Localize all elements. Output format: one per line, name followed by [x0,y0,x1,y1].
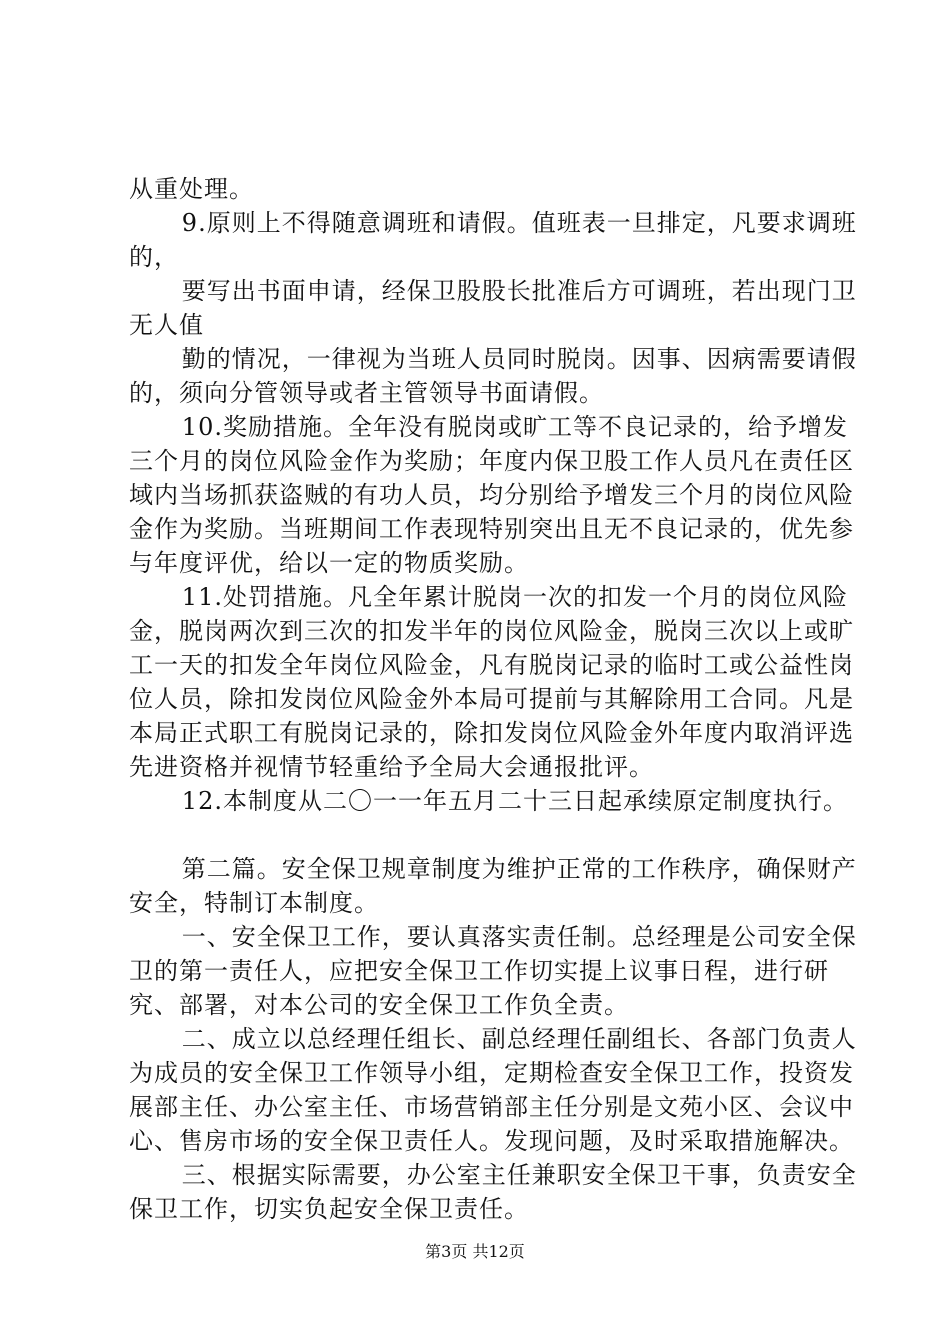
paragraph-11: 三、根据实际需要，办公室主任兼职安全保卫干事，负责安全保卫工作，切实负起安全保卫责任。 [129,1161,857,1223]
document-body [129,172,859,1226]
paragraph-8: 第二篇。安全保卫规章制度为维护正常的工作秩序，确保财产安全，特制订本制度。 [129,855,857,917]
paragraph-3: 要写出书面申请，经保卫股股长批准后方可调班，若出现门卫无人值 [129,277,857,339]
paragraph-5: 10.奖励措施。全年没有脱岗或旷工等不良记录的，给予增发三个月的岗位风险金作为奖励；年度内保卫股工作人员凡在责任区域内当场抓获盗贼的有功人员，均分别给予增发三个月的岗位风险金作为奖励。当班期间工作表现特别突出且无不良记录的，优先参与年度评优，给以一定的物质奖励。 [129,413,854,577]
page-footer [0,1241,950,1263]
paragraph-2: 9.原则上不得随意调班和请假。值班表一旦排定，凡要求调班的， [129,209,857,271]
paragraph-4: 勤的情况，一律视为当班人员同时脱岗。因事、因病需要请假的，须向分管领导或者主管领导书面请假。 [129,345,857,407]
paragraph-6: 11.处罚措施。凡全年累计脱岗一次的扣发一个月的岗位风险金，脱岗两次到三次的扣发半年的岗位风险金，脱岗三次以上或旷工一天的扣发全年岗位风险金，凡有脱岗记录的临时工或公益性岗位人员，除扣发岗位风险金外本局可提前与其解除用工合同。凡是本局正式职工有脱岗记录的，除扣发岗位风险金外年度内取消评选先进资格并视情节轻重给予全局大会通报批评。 [129,583,854,781]
page-number-label: 第3页 共12页 [425,1242,525,1261]
paragraph-10: 二、成立以总经理任组长、副总经理任副组长、各部门负责人为成员的安全保卫工作领导小组，定期检查安全保卫工作，投资发展部主任、办公室主任、市场营销部主任分别是文苑小区、会议中心、售房市场的安全保卫责任人。发现问题，及时采取措施解决。 [129,1025,857,1155]
paragraph-7: 12.本制度从二〇一一年五月二十三日起承续原定制度执行。 [181,787,848,815]
paragraph-1: 从重处理。 [129,175,254,203]
paragraph-9: 一、安全保卫工作，要认真落实责任制。总经理是公司安全保卫的第一责任人，应把安全保卫工作切实提上议事日程，进行研究、部署，对本公司的安全保卫工作负全责。 [129,923,857,1019]
